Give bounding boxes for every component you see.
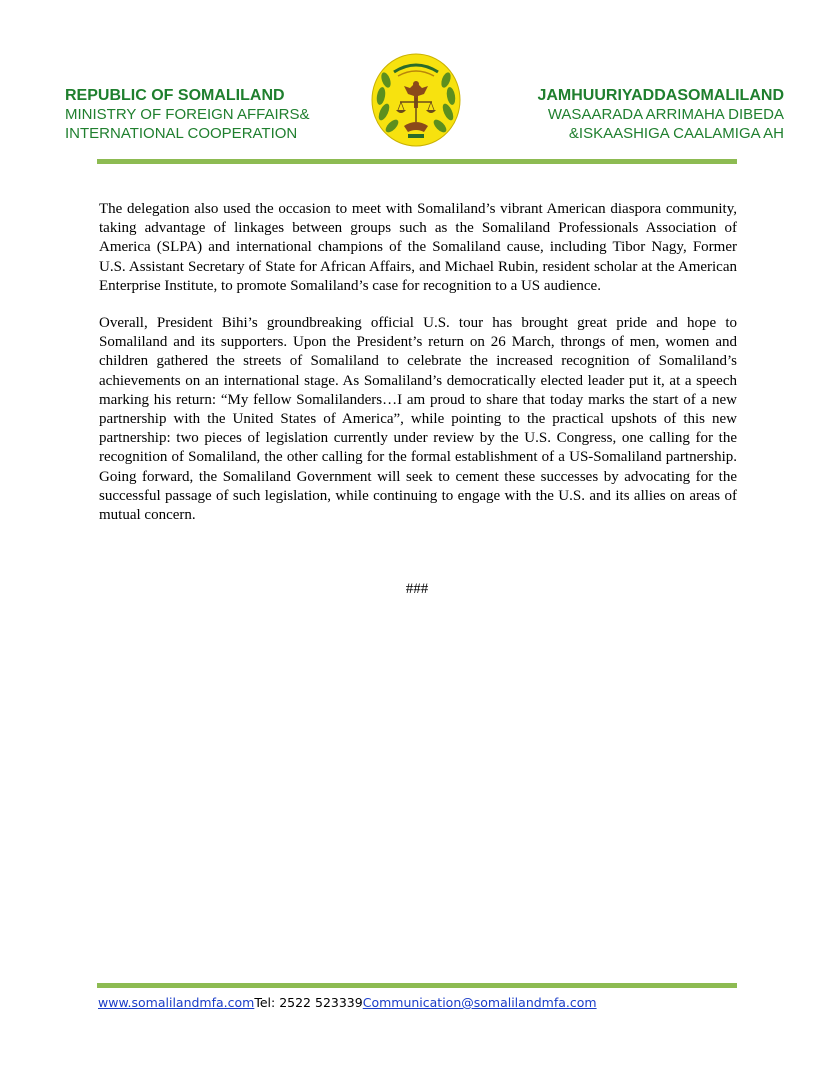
paragraph-diaspora: The delegation also used the occasion to meet with Somaliland’s vibrant American diaspora community, taking advantage of linkages between groups such as the Somaliland Professionals Association of America (SLPA) and international champions of the Somaliland cause, including Tibor Nagy, Former U.S. Assistant Secretary of State for African Affairs, and Michael Rubin, resident scholar at the American Enterprise Institute, to promote Somaliland’s case for recognition to a US audience. [99,201,737,294]
footer-divider [97,983,737,988]
header-divider [97,159,737,164]
republic-title-somali: JAMHUURIYADDASOMALILAND [537,87,784,104]
phone-number: Tel: 2522 523339 [254,995,363,1010]
paragraph-overall: Overall, President Bihi’s groundbreaking official U.S. tour has brought great pride and hope to Somaliland and its supporters. Upon the President’s return on 26 March, throngs of men, women and children gathered the streets of Somaliland to celebrate the increased recognition of Somaliland’s achievements on an international stage. As Somaliland’s democratically elected leader put it, at a speech marking his return: “My fellow Somalilanders…I am proud to share that today marks the start of a new partnership with the United States of America”, while pointing to the practical upshots of this new partnership: two pieces of legislation currently under review by the U.S. Congress, one calling for the recognition of Somaliland, the other calling for the formal establishment of a US-Somaliland partnership. Going forward, the Somaliland Government will seek to cement these successes by advocating for the successful passage of such legislation, while continuing to engage with the U.S. and its allies on areas of mutual concern. [99,315,737,524]
coat-of-arms-icon [370,52,462,148]
ministry-name-somali-line2: &ISKAASHIGA CAALAMIGA AH [568,125,784,142]
document-body [99,200,737,543]
email-link[interactable]: Communication@somalilandmfa.com [362,995,597,1010]
ministry-name-somali-line1: WASAARADA ARRIMAHA DIBEDA [547,106,784,123]
ministry-name-line1: MINISTRY OF FOREIGN AFFAIRS& [65,106,310,123]
header-right-block [537,86,784,143]
header-left-block [65,86,309,143]
republic-title: REPUBLIC OF SOMALILAND [65,87,285,104]
ministry-name-line2: INTERNATIONAL COOPERATION [65,125,298,142]
website-link[interactable]: www.somalilandmfa.com [98,995,255,1010]
footer [98,995,597,1010]
end-mark: ### [405,581,429,597]
